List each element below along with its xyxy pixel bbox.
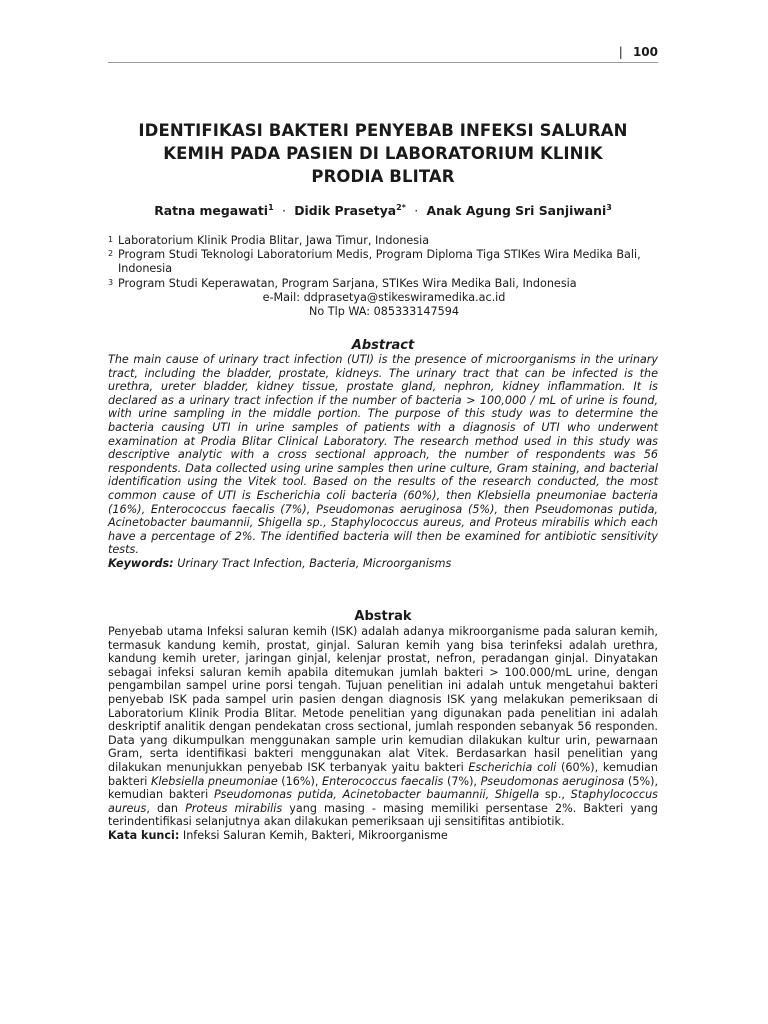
abstract-en [108, 353, 658, 571]
keywords-label: Keywords: [108, 556, 174, 570]
species-name: Enterococcus faecalis [322, 774, 444, 788]
page-header [108, 44, 658, 63]
paper-title [108, 119, 658, 188]
author-list [108, 203, 658, 219]
abstract-id-segment: (16%), [277, 774, 322, 788]
abstract-id-segment: sp., [539, 788, 571, 802]
keywords-label: Kata kunci: [108, 828, 180, 842]
abstract-id-heading: Abstrak [354, 609, 412, 624]
affiliation-2-mark: 2 [108, 249, 114, 259]
species-name: Pseudomonas putida, Acinetobacter baumannii, Shigella [213, 788, 540, 802]
affiliation-1 [108, 234, 660, 248]
abstract-id-keywords [108, 829, 658, 843]
header-separator: | [618, 45, 623, 59]
page-number: 100 [632, 45, 658, 59]
keywords-text: Infeksi Saluran Kemih, Bakteri, Mikroorganisme [182, 828, 448, 842]
abstract-id-segment: yang masing - masing memiliki persentase 2%. Bakteri yang terindentifikasi selanjutnya akan dilakukan pemeriksaan uji sensitifitas antibiotik. [108, 801, 659, 829]
author-1-name: Ratna megawati [154, 203, 269, 218]
species-name: Staphylococcus aureus [108, 788, 658, 815]
affiliation-3-text: Program Studi Keperawatan, Program Sarjana, STIKes Wira Medika Bali, Indonesia [118, 276, 577, 290]
abstract-id-text [108, 625, 658, 829]
affiliation-2-text: Program Studi Teknologi Laboratorium Medis, Program Diploma Tiga STIKes Wira Medika Bali, Indonesia [118, 248, 641, 276]
abstract-en-heading: Abstract [351, 338, 415, 353]
author-separator: · [414, 203, 419, 218]
species-name: Pseudomonas aeruginosa [480, 774, 625, 788]
abstract-id [108, 625, 658, 843]
title-line-2: KEMIH PADA PASIEN DI LABORATORIUM KLINIK [163, 144, 603, 163]
affiliation-1-mark: 1 [108, 235, 114, 244]
title-line-1: IDENTIFIKASI BAKTERI PENYEBAB INFEKSI SALURAN [138, 121, 628, 140]
contact-phone: No Tlp WA: 085333147594 [308, 305, 459, 319]
title-line-3: PRODIA BLITAR [311, 167, 455, 186]
affiliation-1-text: Laboratorium Klinik Prodia Blitar, Jawa Timur, Indonesia [118, 234, 430, 247]
species-name: Escherichia coli [468, 760, 557, 774]
species-name: Proteus mirabilis [185, 801, 283, 815]
abstract-id-segment: (60%), kemudian bakteri [108, 760, 658, 788]
abstract-id-segment: (7%), [443, 774, 481, 788]
affiliations [108, 234, 660, 319]
abstract-id-segment: , dan [146, 801, 186, 815]
author-3-name: Anak Agung Sri Sanjiwani [426, 203, 607, 218]
abstract-id-segment: (5%), kemudian bakteri [108, 774, 659, 802]
author-2-name: Didik Prasetya [294, 203, 397, 218]
author-separator: · [281, 203, 286, 218]
abstract-id-segment: Penyebab utama Infeksi saluran kemih (ISK) adalah adanya mikroorganisme pada saluran kemih, termasuk kandung kemih, prostat, ginjal. Saluran kemih yang bisa terinfeksi adalah urethra, kandung kemih ureter, jaringan ginjal, kelenjar prostat, nefron, peradangan ginjal. Dinyatakan sebagai infeksi saluran kemih apabila ditemukan jumlah bakteri > 100.000/mL urine, dengan pengambilan sampel urine porsi tengah. Tujuan penelitian ini adalah untuk mengetahui bakteri penyebab ISK pada sampel urin pasien dengan diagnosis ISK yang melakukan pemeriksaan di Laboratorium Klinik Prodia Blitar. Metode penelitian yang digunakan pada penelitian ini adalah deskriptif analitik dengan pendekatan cross sectional, jumlah responden sebanyak 56 responden. Data yang dikumpulkan menggunakan sample urin kemudian dilakukan kultur urin, pewarnaan Gram, serta identifikasi bakteri menggunakan alat Vitek. Berdasarkan hasil penelitian yang dilakukan menunjukkan penyebab ISK terbanyak yaitu bakteri [108, 625, 658, 774]
contact-email: e-Mail: ddprasetya@stikeswiramedika.ac.id [262, 290, 506, 304]
author-2-mark: 2* [396, 203, 406, 212]
keywords-text: Urinary Tract Infection, Bacteria, Microorganisms [177, 556, 452, 570]
author-3-mark: 3 [606, 203, 612, 212]
affiliation-3-mark: 3 [108, 277, 114, 287]
species-name: Klebsiella pneumoniae [150, 774, 278, 788]
abstract-en-keywords [108, 557, 658, 571]
abstract-en-text: The main cause of urinary tract infection (UTI) is the presence of microorganisms in the urinary tract, including the bladder, prostate, kidneys. The urinary tract that can be infected is the urethra, ureter bladder, kidney tissue, prostate gland, nephron, kidney inflammation. It is declared as a urinary tract infection if the number of bacteria > 100,000 / mL of urine is found, with urine sampling in the middle portion. The purpose of this study was to determine the bacteria causing UTI in urine samples of patients with a diagnosis of UTI who underwent examination at Prodia Blitar Clinical Laboratory. The research method used in this study was descriptive analytic with a cross sectional approach, the number of respondents was 56 respondents. Data collected using urine samples then urine culture, Gram staining, and bacterial identification using the Vitek tool. Based on the results of the research conducted, the most common cause of UTI is Escherichia coli bacteria (60%), then Klebsiella pneumoniae bacteria (16%), Enterococcus faecalis (7%), Pseudomonas aeruginosa (5%), then Pseudomonas putida, Acinetobacter baumannii, Shigella sp., Staphylococcus aureus, and Proteus mirabilis which each have a percentage of 2%. The identified bacteria will then be examined for antibiotic sensitivity tests. [108, 353, 658, 557]
author-1-mark: 1 [268, 203, 274, 212]
affiliation-2 [108, 248, 660, 276]
affiliation-3 [108, 277, 660, 291]
